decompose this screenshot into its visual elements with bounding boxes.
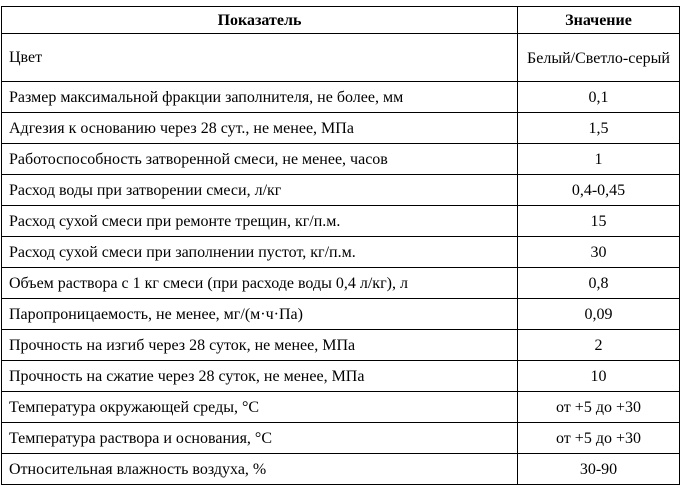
- value-cell: 10: [518, 361, 680, 392]
- table-row: [2, 299, 680, 330]
- parameter-cell: Прочность на изгиб через 28 суток, не менее, МПа: [2, 330, 518, 361]
- table-row: [2, 144, 680, 175]
- value-cell: 15: [518, 206, 680, 237]
- header-parameter: Показатель: [2, 7, 518, 34]
- table-row: [2, 330, 680, 361]
- parameter-cell: Расход сухой смеси при заполнении пустот, кг/п.м.: [2, 237, 518, 268]
- value-cell: Белый/Светло-серый: [518, 34, 680, 82]
- table-row: [2, 454, 680, 485]
- table-row: [2, 206, 680, 237]
- value-cell: 2: [518, 330, 680, 361]
- table-row: [2, 361, 680, 392]
- parameter-cell: Температура раствора и основания, °С: [2, 423, 518, 454]
- parameter-cell: Расход сухой смеси при ремонте трещин, кг/п.м.: [2, 206, 518, 237]
- parameter-cell: Работоспособность затворенной смеси, не менее, часов: [2, 144, 518, 175]
- table-row: [2, 268, 680, 299]
- parameter-cell: Относительная влажность воздуха, %: [2, 454, 518, 485]
- table-row: [2, 423, 680, 454]
- table-row: [2, 175, 680, 206]
- value-cell: 0,09: [518, 299, 680, 330]
- parameter-cell: Расход воды при затворении смеси, л/кг: [2, 175, 518, 206]
- table-row: [2, 237, 680, 268]
- value-cell: от +5 до +30: [518, 423, 680, 454]
- table-row: [2, 113, 680, 144]
- header-row: [2, 7, 680, 34]
- value-cell: 0,1: [518, 82, 680, 113]
- value-cell: 30: [518, 237, 680, 268]
- spec-table: [1, 6, 680, 485]
- parameter-cell: Прочность на сжатие через 28 суток, не менее, МПа: [2, 361, 518, 392]
- parameter-cell: Размер максимальной фракции заполнителя, не более, мм: [2, 82, 518, 113]
- table-row: [2, 392, 680, 423]
- value-cell: 1: [518, 144, 680, 175]
- parameter-cell: Адгезия к основанию через 28 сут., не менее, МПа: [2, 113, 518, 144]
- value-cell: 0,8: [518, 268, 680, 299]
- table-row: [2, 82, 680, 113]
- value-cell: 30-90: [518, 454, 680, 485]
- value-cell: 1,5: [518, 113, 680, 144]
- table-row: [2, 34, 680, 82]
- parameter-cell: Температура окружающей среды, °С: [2, 392, 518, 423]
- header-value: Значение: [518, 7, 680, 34]
- parameter-cell: Цвет: [2, 34, 518, 82]
- value-cell: от +5 до +30: [518, 392, 680, 423]
- parameter-cell: Объем раствора с 1 кг смеси (при расходе воды 0,4 л/кг), л: [2, 268, 518, 299]
- parameter-cell: Паропроницаемость, не менее, мг/(м·ч·Па): [2, 299, 518, 330]
- value-cell: 0,4-0,45: [518, 175, 680, 206]
